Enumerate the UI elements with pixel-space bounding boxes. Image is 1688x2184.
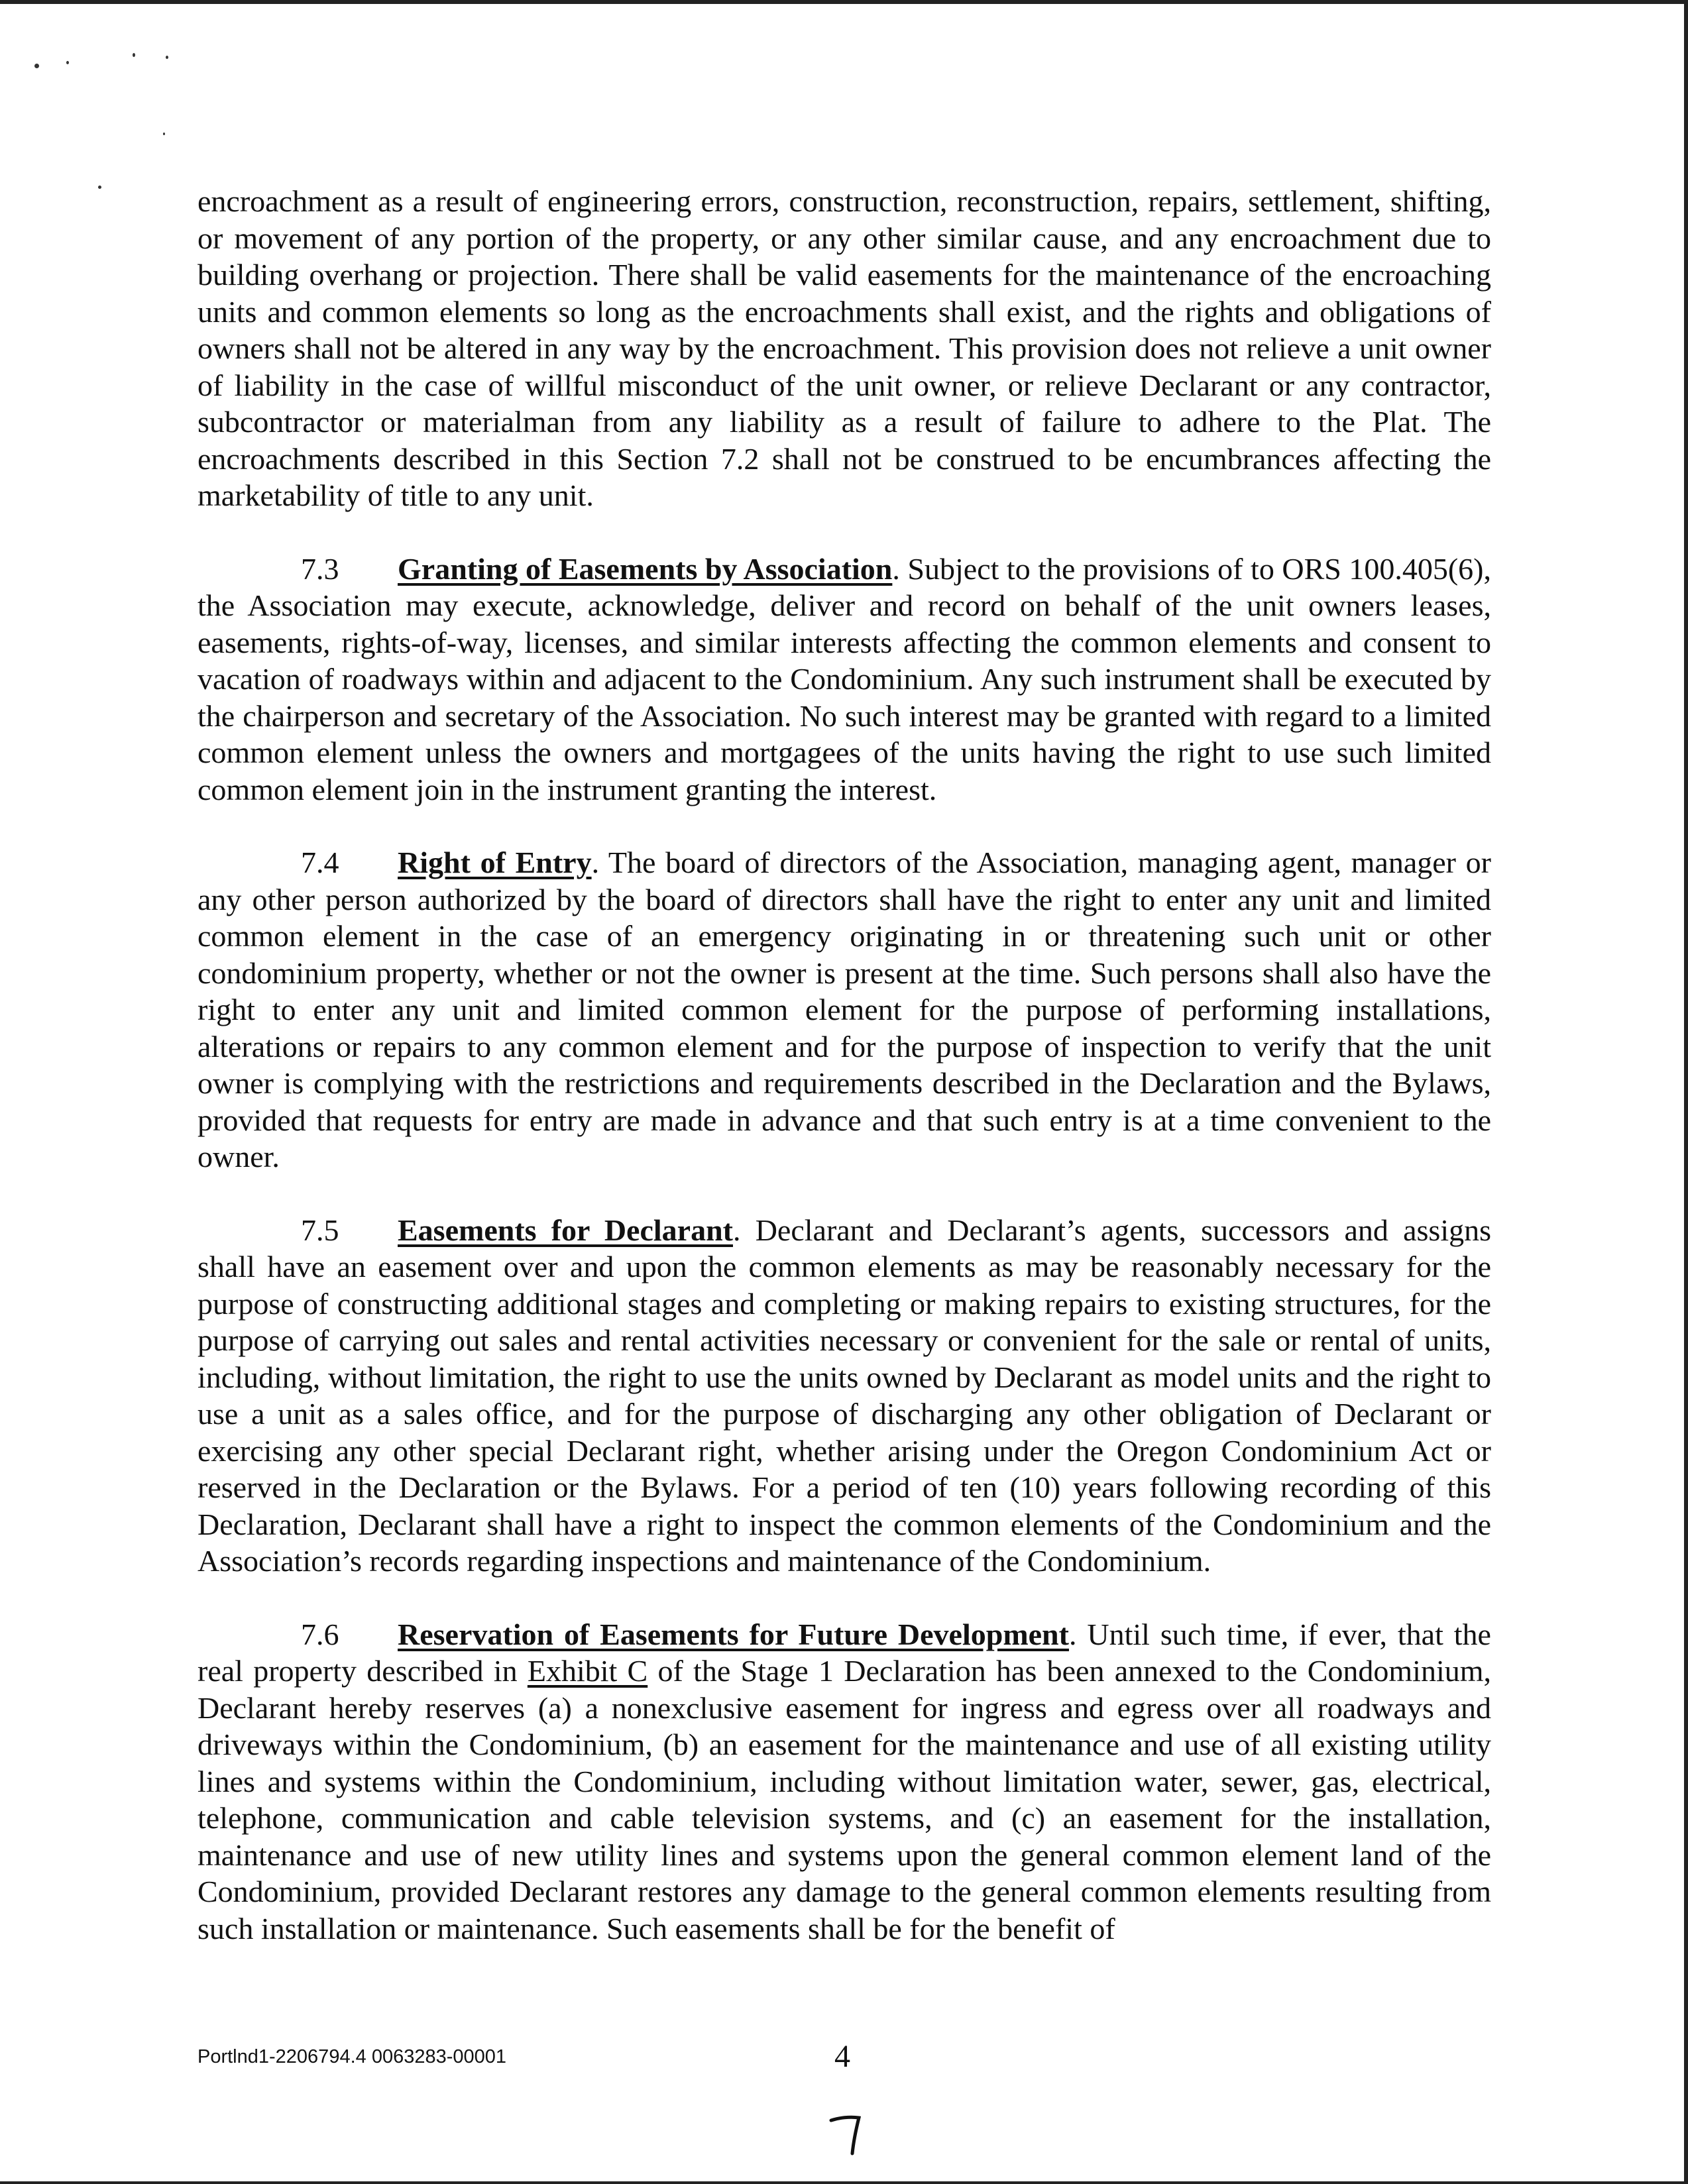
- page-number: 4: [834, 2039, 850, 2074]
- section-body-end: of the Stage 1 Declaration has been annexed to the Condominium, Declarant hereby reserves (a) a nonexclusive easement for ingress and egress over all roadways and driveways within the Condominium, (b) an easement for the maintenance and use of all existing utility lines and systems within the Condominium, including without limitation water, sewer, gas, electrical, telephone, communication and cable television systems, and (c) an easement for the installation, maintenance and use of new utility lines and systems upon the general common element land of the Condominium, provided Declarant restores any damage to the general common elements resulting from such installation or maintenance. Such easements shall be for the benefit of: [197, 1654, 1492, 1945]
- opening-paragraph: encroachment as a result of engineering errors, construction, reconstruction, repairs, settlement, shifting, or movement of any portion of the property, or any other similar cause, and any encroachment due to building overhang or projection. There shall be valid easements for the maintenance of the encroaching units and common elements so long as the encroachments shall exist, and the rights and obligations of owners shall not be altered in any way by the encroachment. This provision does not relieve a unit owner of liability in the case of willful misconduct of the unit owner, or relieve Declarant or any contractor, subcontractor or materialman from any liability as a result of failure to adhere to the Plat. The encroachments described in this Section 7.2 shall not be construed to be encumbrances affecting the marketability of title to any unit.: [197, 184, 1491, 512]
- section-body: Declarant and Declarant’s agents, successors and assigns shall have an easement over and upon the common elements as may be reasonably necessary for the purpose of constructing additional stages and completing or making repairs to existing structures, for the purpose of carrying out sales and rental activities necessary or convenient for the sale or rental of units, including, without limitation, the right to use the units owned by Declarant as model units and the right to use a unit as a sales office, and for the purpose of discharging any other obligation of Declarant or exercising any other special Declarant right, whether arising under the Oregon Condominium Act or reserved in the Declaration or the Bylaws. For a period of ten (10) years following recording of this Declaration, Declarant shall have a right to inspect the common elements of the Condominium and the Association’s records regarding inspections and maintenance of the Condominium.: [197, 1213, 1491, 1578]
- scan-speck: [98, 186, 101, 189]
- section-heading: Reservation of Easements for Future Development: [398, 1617, 1069, 1651]
- section-body-start: Until such time, if ever, that the real property described in: [197, 1617, 1491, 1688]
- scan-speck: [133, 53, 135, 57]
- exhibit-c-reference: Exhibit C: [527, 1654, 648, 1688]
- section-body: The board of directors of the Association, managing agent, manager or any other person authorized by the board of directors shall have the right to enter any unit and limited common element in the case of an emergency originating in or threatening such unit or other condominium property, whether or not the owner is present at the time. Such persons shall also have the right to enter any unit and limited common element for the purpose of performing installations, alterations or repairs to any common element and for the purpose of inspection to verify that the unit owner is complying with the restrictions and requirements described in the Declaration and the Bylaws, provided that requests for entry are made in advance and that such entry is at a time convenient to the owner.: [197, 846, 1491, 1174]
- section-body: Subject to the provisions of to ORS 100.405(6), the Association may execute, acknowledge, deliver and record on behalf of the unit owners leases, easements, rights-of-way, licenses, and similar interests affecting the common elements and consent to vacation of roadways within and adjacent to the Condominium. Any such instrument shall be executed by the chairperson and secretary of the Association. No such interest may be granted with regard to a limited common element unless the owners and mortgagees of the units having the right to use such limited common element join in the instrument granting the interest.: [197, 551, 1491, 806]
- scan-edge-right: [1684, 0, 1688, 2184]
- document-body: [197, 183, 1491, 1983]
- section-7-4: 7.4 Right of Entry. The board of directors of the Association, managing agent, manager or any other person authorized by the board of directors shall have the right to enter any unit and limited common element in the case of an emergency originating in or threatening such unit or other condominium property, whether or not the owner is present at the time. Such persons shall also have the right to enter any unit and limited common element for the purpose of performing installations, alterations or repairs to any common element and for the purpose of inspection to verify that the unit owner is complying with the restrictions and requirements described in the Declaration and the Bylaws, provided that requests for entry are made in advance and that such entry is at a time convenient to the owner.: [197, 846, 1491, 1174]
- scan-speck: [166, 56, 168, 59]
- scan-speck: [34, 64, 39, 68]
- section-7-5: 7.5 Easements for Declarant. Declarant and Declarant’s agents, successors and assigns shall have an easement over and upon the common elements as may be reasonably necessary for the purpose of constructing additional stages and completing or making repairs to existing structures, for the purpose of carrying out sales and rental activities necessary or convenient for the sale or rental of units, including, without limitation, the right to use the units owned by Declarant as model units and the right to use a unit as a sales office, and for the purpose of discharging any other obligation of Declarant or exercising any other special Declarant right, whether arising under the Oregon Condominium Act or reserved in the Declaration or the Bylaws. For a period of ten (10) years following recording of this Declaration, Declarant shall have a right to inspect the common elements of the Condominium and the Association’s records regarding inspections and maintenance of the Condominium.: [197, 1213, 1491, 1578]
- section-number: 7.4: [301, 846, 339, 879]
- scan-edge-bottom: [0, 2181, 1688, 2184]
- section-heading: Right of Entry: [398, 846, 592, 879]
- footer-document-id: Portlnd1-2206794.4 0063283-00001: [197, 2046, 507, 2067]
- section-heading: Easements for Declarant: [398, 1213, 733, 1247]
- section-number: 7.5: [301, 1213, 339, 1247]
- scan-speck: [163, 133, 165, 135]
- scan-speck: [66, 61, 69, 64]
- section-7-3: 7.3 Granting of Easements by Association. Subject to the provisions of to ORS 100.405(6), the Association may execute, acknowledge, deliver and record on behalf of the unit owners leases, easements, rights-of-way, licenses, and similar interests affecting the common elements and consent to vacation of roadways within and adjacent to the Condominium. Any such instrument shall be executed by the chairperson and secretary of the Association. No such interest may be granted with regard to a limited common element unless the owners and mortgagees of the units having the right to use such limited common element join in the instrument granting the interest.: [197, 551, 1491, 806]
- handwritten-mark-icon: [826, 2111, 866, 2157]
- section-number: 7.3: [301, 551, 339, 586]
- section-number: 7.6: [301, 1617, 339, 1651]
- section-7-6: 7.6 Reservation of Easements for Future Development. Until such time, if ever, that the real property described in Exhibit C of the Stage 1 Declaration has been annexed to the Condominium, Declarant hereby reserves (a) a nonexclusive easement for ingress and egress over all roadways and driveways within the Condominium, (b) an easement for the maintenance and use of all existing utility lines and systems within the Condominium, including without limitation water, sewer, gas, electrical, telephone, communication and cable television systems, and (c) an easement for the installation, maintenance and use of new utility lines and systems upon the general common element land of the Condominium, provided Declarant restores any damage to the general common elements resulting from such installation or maintenance. Such easements shall be for the benefit of: [197, 1617, 1492, 1945]
- scan-edge-top: [0, 0, 1688, 4]
- section-heading: Granting of Easements by Association: [398, 551, 893, 586]
